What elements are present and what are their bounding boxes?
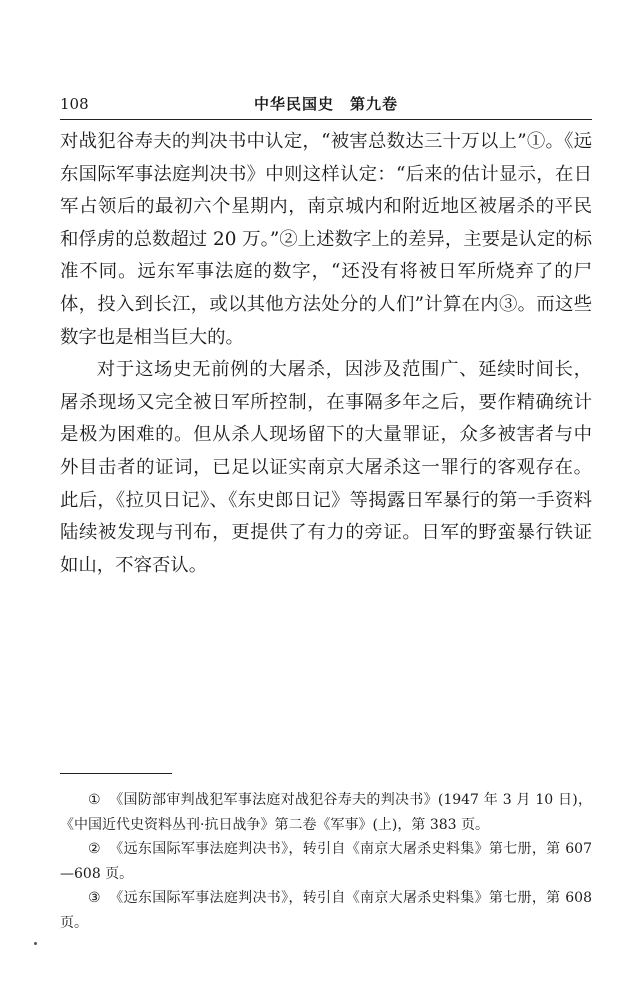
running-title: 中华民国史 第九卷 <box>253 95 398 113</box>
footnotes <box>60 788 592 935</box>
footnote <box>60 886 592 935</box>
footnote-text: 《远东国际军事法庭判决书》，转引自《南京大屠杀史料集》第七册，第 608 页。 <box>60 890 592 931</box>
scan-speck <box>34 942 37 945</box>
paragraph: 对于这场史无前例的大屠杀，因涉及范围广、延续时间长，屠杀现场又完全被日军所控制，在事隔多年之后，要作精确统计是极为困难的。但从杀人现场留下的大量罪证，众多被害者与中外目击者的证词，已足以证实南京大屠杀这一罪行的客观存在。此后，《拉贝日记》、《东史郎日记》等揭露日军暴行的第一手资料陆续被发现与刊布，更提供了有力的旁证。日军的野蛮暴行铁证如山，不容否认。 <box>60 359 592 576</box>
body-text <box>60 126 592 582</box>
footnote-marker: ③ <box>88 890 101 906</box>
footnote-marker: ② <box>88 841 101 857</box>
footnote-rule <box>60 773 172 774</box>
paragraph: 对战犯谷寿夫的判决书中认定，“被害总数达三十万以上”①。《远东国际军事法庭判决书》中则这样认定：“后来的估计显示，在日军占领后的最初六个星期内，南京城内和附近地区被屠杀的平民和俘虏的总数超过 20 万。”②上述数字上的差异，主要是认定的标准不同。远东军事法庭的数字，“还没有将被日军所烧弃了的尸体，投入到长江，或以其他方法处分的人们”计算在内③。而这些数字也是相当巨大的。 <box>60 131 592 348</box>
footnote <box>60 837 592 886</box>
footnote <box>60 788 592 837</box>
footnote-marker: ① <box>88 792 101 808</box>
page-number: 108 <box>60 95 89 113</box>
page-header <box>60 92 592 116</box>
header-rule <box>60 119 592 120</box>
footnote-text: 《国防部审判战犯军事法庭对战犯谷寿夫的判决书》(1947 年 3 月 10 日)，《中国近代史资料丛刊·抗日战争》第二卷《军事》(上)，第 383 页。 <box>60 792 592 833</box>
footnote-text: 《远东国际军事法庭判决书》，转引自《南京大屠杀史料集》第七册，第 607—608 页。 <box>60 841 592 882</box>
